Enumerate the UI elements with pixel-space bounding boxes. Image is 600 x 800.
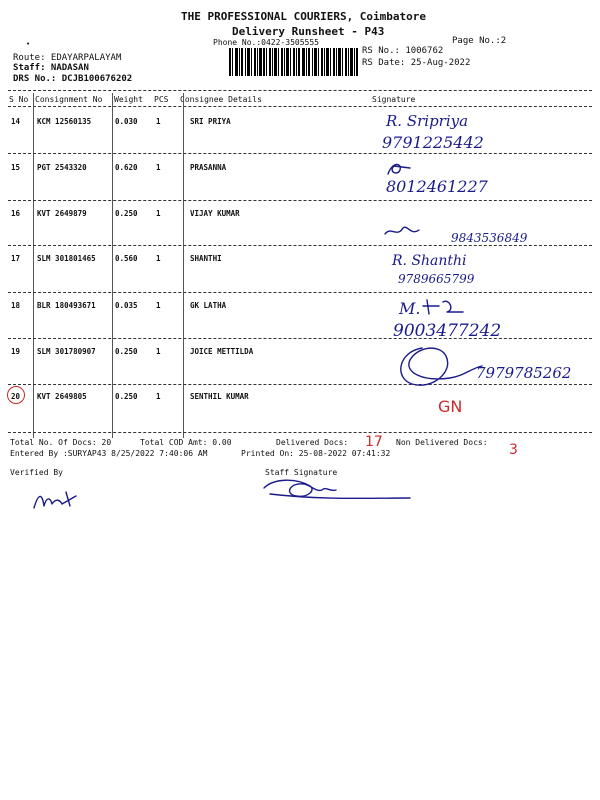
row-rule bbox=[8, 200, 592, 201]
row-pcs: 1 bbox=[156, 117, 161, 126]
phone-number: Phone No.:0422-3505555 bbox=[213, 38, 319, 47]
rs-number: RS No.: 1006762 bbox=[362, 46, 444, 56]
barcode-image bbox=[229, 48, 358, 76]
row-consignment: BLR 180493671 bbox=[37, 301, 96, 310]
row-rule bbox=[8, 432, 592, 433]
row-weight: 0.030 bbox=[115, 117, 138, 126]
row-consignment: SLM 301780907 bbox=[37, 347, 96, 356]
svg-text:8012461227: 8012461227 bbox=[386, 177, 488, 196]
row-consignee: VIJAY KUMAR bbox=[190, 209, 240, 218]
col-consignee: Consignee Details bbox=[180, 95, 262, 104]
header-rule-bottom bbox=[8, 106, 592, 107]
col-weight: Weight bbox=[114, 95, 143, 104]
row-sno: 14 bbox=[11, 117, 21, 126]
signature-row-16 bbox=[383, 220, 553, 248]
row-weight: 0.035 bbox=[115, 301, 138, 310]
row-rule bbox=[8, 153, 592, 154]
row-rule bbox=[8, 292, 592, 293]
svg-text:GN: GN bbox=[438, 397, 463, 416]
signature-row-17 bbox=[388, 249, 548, 289]
page-number: Page No.:2 bbox=[452, 36, 507, 46]
row-sno: 20 bbox=[11, 392, 21, 401]
staff-label: Staff: NADASAN bbox=[13, 63, 89, 73]
row-pcs: 1 bbox=[156, 347, 161, 356]
col-divider bbox=[33, 93, 34, 438]
row-pcs: 1 bbox=[156, 163, 161, 172]
staff-signature-label: Staff Signature bbox=[265, 468, 338, 477]
non-delivered-label: Non Delivered Docs: bbox=[396, 438, 488, 447]
col-pcs: PCS bbox=[154, 95, 169, 104]
non-delivered-count bbox=[508, 440, 528, 458]
row-consignee: SRI PRIYA bbox=[190, 117, 231, 126]
svg-text:R. Shanthi: R. Shanthi bbox=[392, 253, 467, 269]
col-sno: S No bbox=[9, 95, 29, 104]
col-divider bbox=[112, 93, 113, 438]
row-weight: 0.620 bbox=[115, 163, 138, 172]
total-docs: Total No. Of Docs: 20 bbox=[10, 438, 112, 447]
row-consignee: SENTHIL KUMAR bbox=[190, 392, 249, 401]
total-cod: Total COD Amt: 0.00 bbox=[140, 438, 232, 447]
svg-text:17: 17 bbox=[365, 434, 383, 450]
header-rule-top bbox=[8, 90, 592, 91]
col-divider bbox=[183, 93, 184, 438]
row-consignment: KCM 12560135 bbox=[37, 117, 92, 126]
svg-text:9003477242: 9003477242 bbox=[393, 321, 502, 341]
row-weight: 0.250 bbox=[115, 209, 138, 218]
row-sno: 16 bbox=[11, 209, 21, 218]
signature-row-18 bbox=[393, 296, 563, 340]
row-sno: 18 bbox=[11, 301, 21, 310]
row-pcs: 1 bbox=[156, 301, 161, 310]
signature-row-19 bbox=[392, 338, 600, 398]
row-consignee: SHANTHI bbox=[190, 254, 222, 263]
row-consignee: PRASANNA bbox=[190, 163, 227, 172]
verified-signature bbox=[30, 488, 86, 514]
row-pcs: 1 bbox=[156, 254, 161, 263]
row-consignee: GK LATHA bbox=[190, 301, 227, 310]
verified-by-label: Verified By bbox=[10, 468, 63, 477]
row-weight: 0.250 bbox=[115, 347, 138, 356]
signature-row-15 bbox=[384, 156, 544, 198]
svg-text:R. Sripriya: R. Sripriya bbox=[386, 112, 469, 130]
row-sno: 17 bbox=[11, 254, 21, 263]
drs-number: DRS No.: DCJB100676202 bbox=[13, 74, 133, 84]
delivered-count bbox=[364, 432, 386, 450]
svg-text:9791225442: 9791225442 bbox=[382, 133, 484, 152]
row-20-mark bbox=[436, 394, 476, 416]
delivered-docs-label: Delivered Docs: bbox=[276, 438, 349, 447]
runsheet-title: THE PROFESSIONAL COURIERS, Coimbatore bbox=[181, 10, 427, 23]
row-weight: 0.560 bbox=[115, 254, 138, 263]
route-label: Route: EDAYARPALAYAM bbox=[13, 53, 122, 63]
svg-text:9789665799: 9789665799 bbox=[398, 272, 475, 286]
svg-text:3: 3 bbox=[509, 442, 518, 458]
staff-signature bbox=[260, 476, 420, 504]
svg-text:M.: M. bbox=[399, 299, 421, 318]
row-pcs: 1 bbox=[156, 209, 161, 218]
row-sno: 15 bbox=[11, 163, 21, 172]
rs-date: RS Date: 25-Aug-2022 bbox=[362, 58, 471, 68]
svg-text:9843536849: 9843536849 bbox=[451, 231, 528, 245]
row-consignment: PGT 2543320 bbox=[37, 163, 87, 172]
col-signature: Signature bbox=[372, 95, 416, 104]
signature-row-14 bbox=[380, 110, 540, 152]
row-consignee: JOICE METTILDA bbox=[190, 347, 254, 356]
runsheet-subtitle: Delivery Runsheet - P43 bbox=[232, 25, 385, 38]
row-consignment: KVT 2649879 bbox=[37, 209, 87, 218]
svg-text:7979785262: 7979785262 bbox=[476, 364, 572, 382]
row-weight: 0.250 bbox=[115, 392, 138, 401]
printed-on: Printed On: 25-08-2022 07:41:32 bbox=[241, 449, 391, 458]
row-consignment: SLM 301801465 bbox=[37, 254, 96, 263]
row-consignment: KVT 2649805 bbox=[37, 392, 87, 401]
row-pcs: 1 bbox=[156, 392, 161, 401]
entered-by: Entered By :SURYAP43 8/25/2022 7:40:06 AM bbox=[10, 449, 208, 458]
col-consignment: Consignment No bbox=[35, 95, 103, 104]
row-sno: 19 bbox=[11, 347, 21, 356]
corner-mark: • bbox=[26, 40, 31, 48]
